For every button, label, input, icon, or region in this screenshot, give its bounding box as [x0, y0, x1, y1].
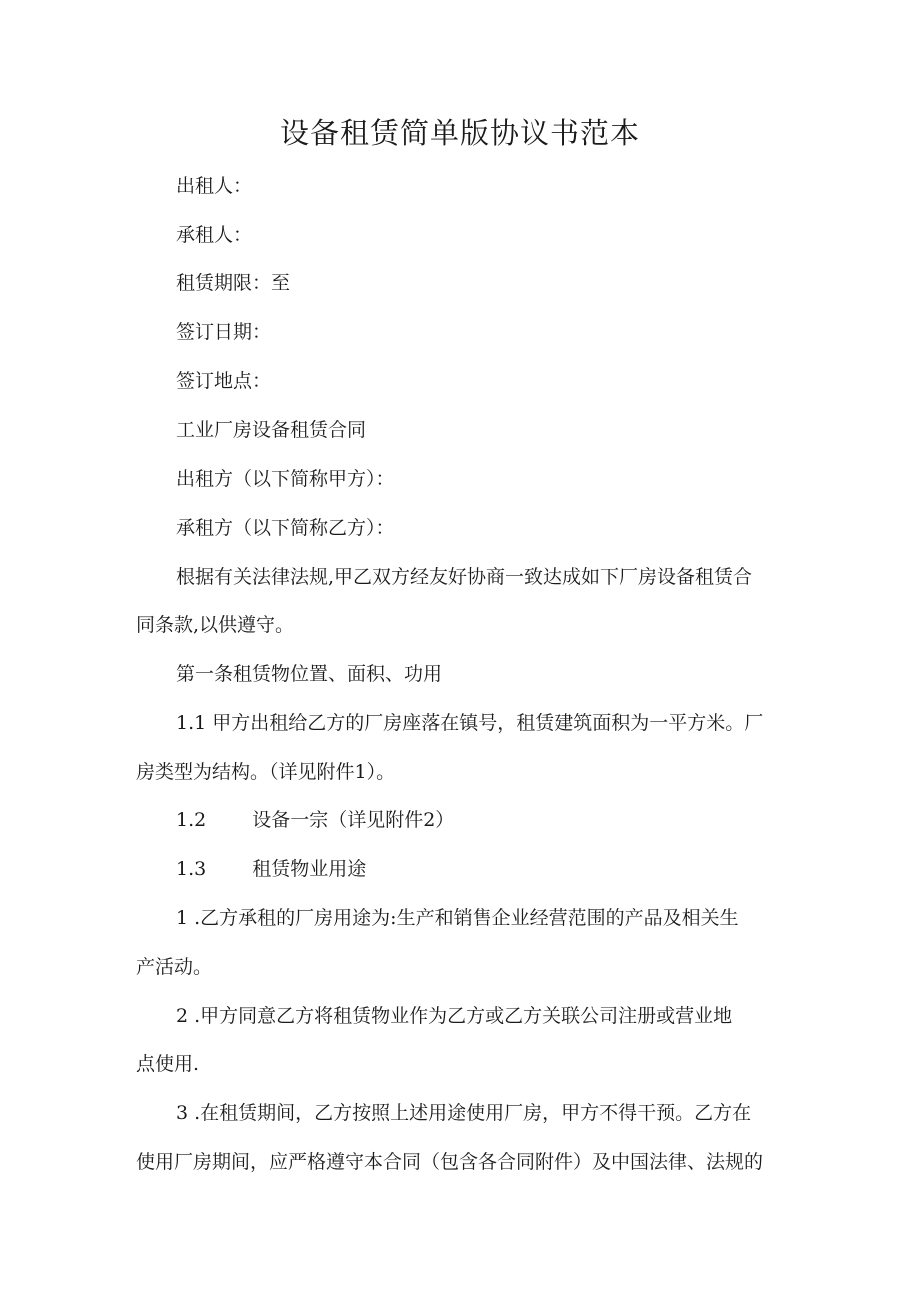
clause-text: 租赁物业用途 [252, 858, 367, 880]
field-lessor: 出租人： [176, 175, 253, 197]
item-2-line-1: 2 .甲方同意乙方将租赁物业作为乙方或乙方关联公司注册或营业地 [176, 1005, 733, 1027]
field-lessee: 承租人： [176, 224, 253, 246]
field-sign-date: 签订日期： [176, 321, 272, 343]
clause-1-3 [176, 855, 366, 883]
party-a-line: 出租方（以下简称甲方）： [176, 468, 395, 490]
contract-heading: 工业厂房设备租赁合同 [176, 419, 367, 441]
preamble-line-2: 同条款,以供遵守。 [136, 614, 295, 636]
party-b-line: 承租方（以下简称乙方）： [176, 517, 395, 539]
document-title: 设备租赁简单版协议书范本 [279, 116, 640, 150]
clause-text: 设备一宗（详见附件2） [252, 809, 455, 831]
item-2-line-2: 点使用. [136, 1053, 200, 1075]
clause-1-1-line-2: 房类型为结构。（详见附件1）。 [136, 761, 396, 783]
article-1-heading: 第一条租赁物位置、面积、功用 [176, 663, 443, 685]
item-3-line-2: 使用厂房期间，应严格遵守本合同（包含各合同附件）及中国法律、法规的 [136, 1151, 764, 1173]
clause-1-1-line-1: 1.1 甲方出租给乙方的厂房座落在镇号，租赁建筑面积为一平方米。厂 [176, 712, 764, 734]
preamble-line-1: 根据有关法律法规,甲乙双方经友好协商一致达成如下厂房设备租赁合 [176, 566, 753, 588]
clause-number: 1.3 [176, 858, 207, 880]
clause-1-2 [176, 806, 454, 834]
item-3-line-1: 3 .在租赁期间，乙方按照上述用途使用厂房，甲方不得干预。乙方在 [176, 1102, 752, 1124]
item-1-line-1: 1 .乙方承租的厂房用途为:生产和销售企业经营范围的产品及相关生 [176, 907, 739, 929]
item-1-line-2: 产活动。 [136, 956, 213, 978]
field-sign-place: 签订地点： [176, 370, 272, 392]
field-lease-term: 租赁期限：至 [176, 272, 291, 294]
clause-number: 1.2 [176, 809, 207, 831]
